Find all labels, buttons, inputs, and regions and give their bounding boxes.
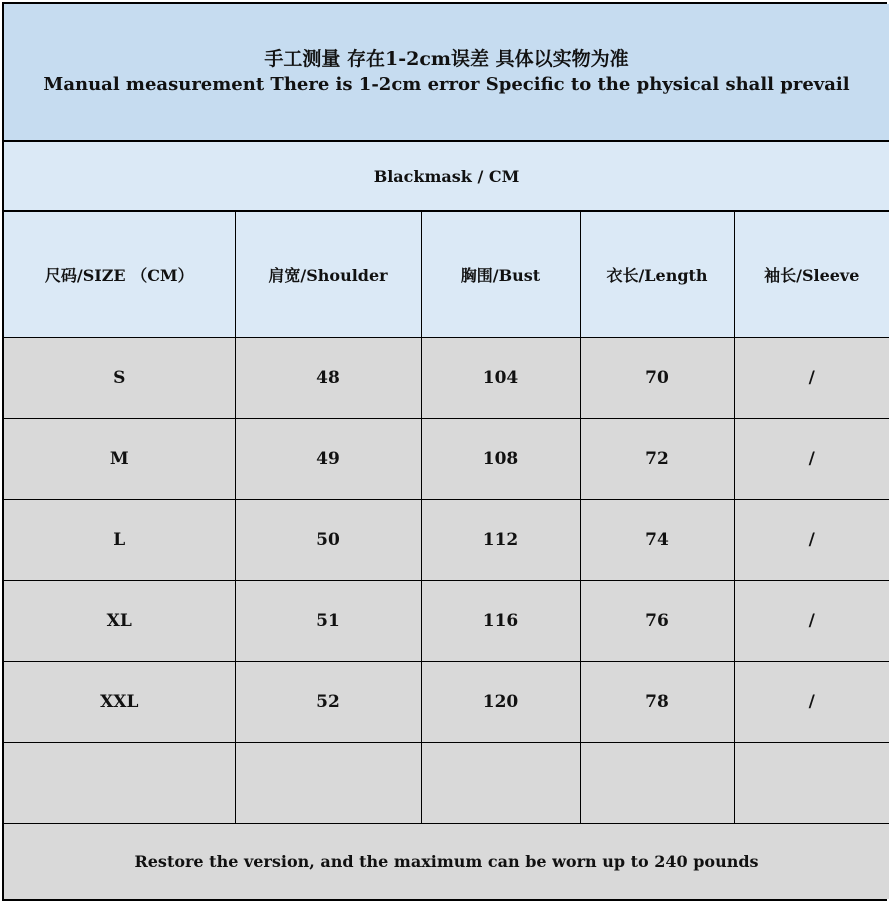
size-chart-table [4,4,889,899]
header-row [4,211,889,338]
shoulder-cell: 50 [235,500,421,581]
shoulder-cell: 49 [235,419,421,500]
brand-cell: Blackmask / CM [4,141,889,211]
bust-cell: 120 [421,662,580,743]
table-row [4,338,889,419]
title-chinese: 手工测量 存在1-2cm误差 具体以实物为准 [264,48,629,70]
length-cell: 78 [580,662,734,743]
bust-cell: 112 [421,500,580,581]
shoulder-cell: 48 [235,338,421,419]
empty-cell [580,743,734,824]
header-shoulder: 肩宽/Shoulder [235,211,421,338]
empty-row [4,743,889,824]
title-english: Manual measurement There is 1-2cm error Specific to the physical shall prevail [43,74,850,95]
shoulder-cell: 52 [235,662,421,743]
length-cell: 70 [580,338,734,419]
empty-cell [4,743,235,824]
header-bust: 胸围/Bust [421,211,580,338]
sleeve-cell: / [734,419,889,500]
footer-note: Restore the version, and the maximum can be worn up to 240 pounds [4,824,889,900]
sleeve-cell: / [734,581,889,662]
empty-cell [421,743,580,824]
length-cell: 72 [580,419,734,500]
header-sleeve: 袖长/Sleeve [734,211,889,338]
table-row [4,500,889,581]
title-row [4,4,889,141]
table-row [4,581,889,662]
bust-cell: 104 [421,338,580,419]
bust-cell: 116 [421,581,580,662]
sleeve-cell: / [734,500,889,581]
shoulder-cell: 51 [235,581,421,662]
header-length: 衣长/Length [580,211,734,338]
table-row [4,662,889,743]
sleeve-cell: / [734,338,889,419]
empty-cell [235,743,421,824]
sleeve-cell: / [734,662,889,743]
size-cell: L [4,500,235,581]
table-row [4,419,889,500]
size-cell: S [4,338,235,419]
title-cell [4,4,889,141]
size-chart-frame [2,2,887,901]
length-cell: 76 [580,581,734,662]
header-size: 尺码/SIZE （CM） [4,211,235,338]
footer-row [4,824,889,900]
length-cell: 74 [580,500,734,581]
size-cell: XXL [4,662,235,743]
empty-cell [734,743,889,824]
size-cell: M [4,419,235,500]
bust-cell: 108 [421,419,580,500]
brand-row [4,141,889,211]
size-cell: XL [4,581,235,662]
